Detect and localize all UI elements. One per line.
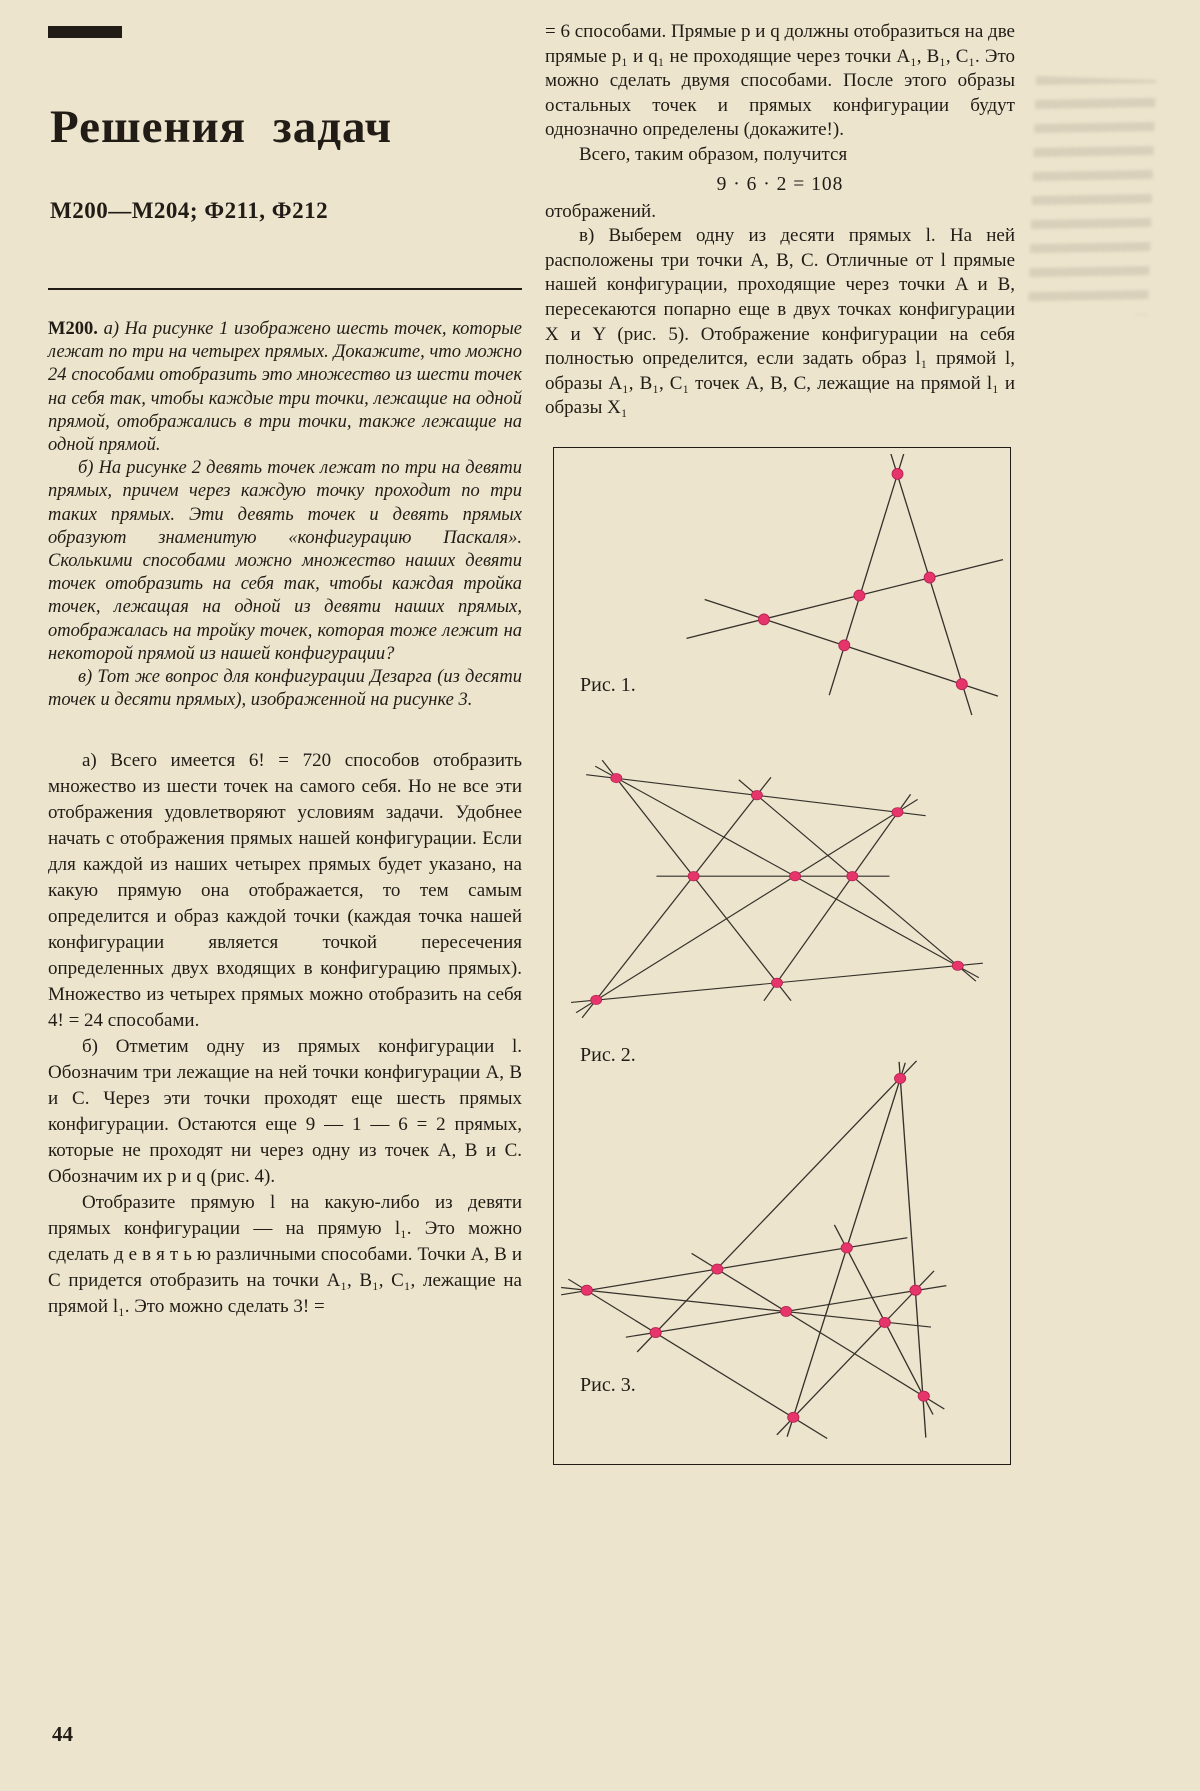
problem-statement-c: в) Тот же вопрос для конфигурации Дезарга (из десяти точек и десяти прямых), изображенной на рисунке 3.	[48, 667, 522, 711]
figures-box	[553, 447, 1011, 1465]
config-point	[688, 871, 699, 880]
config-point	[847, 871, 858, 880]
config-point	[650, 1327, 661, 1337]
config-point	[894, 1073, 905, 1083]
solution-paragraph-a: а) Всего имеется 6! = 720 способов отобразить множество из шести точек на самого себя. Но не все эти отображения удовлетворяют условиям задачи. Удобнее начать с отображения прямых нашей конфигурации. Если для каждой из наших четырех прямых будет указано, на какую прямую она отображается, то тем самым определится и образ каждой точки (каждая точка нашей конфигурации является точкой пересечения определенных двух входящих в конфигурацию прямых). Множество из четырех прямых можно отобразить на себя 4! = 24 способами.	[48, 750, 522, 1032]
section-marker-bar	[48, 26, 122, 38]
config-point	[879, 1317, 890, 1327]
config-point	[956, 679, 967, 690]
figure-1-points	[758, 468, 967, 689]
solution-paragraph-v: в) Выберем одну из десяти прямых l. На ней расположены три точки A, B, C. Отличные от l прямые нашей конфигурации, проходящие через точки A и B, пересекаются попарно еще в двух точках конфигурации X и Y (рис. 5). Отображение конфигурации на себя полностью определится, если задать образ l₁ прямой l, образы A₁, B₁, C₁ точек A, B, C, лежащие на прямой l₁ и образы X₁	[545, 225, 1015, 419]
config-point	[591, 995, 602, 1004]
config-point	[780, 1306, 791, 1316]
solution-paragraph-b: б) Отметим одну из прямых конфигурации l. Обозначим три лежащие на ней точки конфигурации A, B и C. Через эти точки проходят еще шесть прямых конфигурации. Остаются еще 9 — 1 — 6 = 2 прямых, которые не проходят ни через одну из точек A, B и C. Обозначим их p и q (рис. 4).	[48, 1036, 522, 1188]
problem-statement-b: б) На рисунке 2 девять точек лежат по три на девяти прямых, причем через каждую точку проходит по три таких прямых. Эти девять точек и девять прямых образуют знаменитую «конфигурацию Паскаля». Сколькими способами можно множество наших девяти точек отобразить на себя так, чтобы каждая тройка точек, лежащая на одной из девяти наших прямых, отображалась на тройку точек, которая тоже лежит на некоторой прямой из нашей конфигурации?	[48, 458, 522, 664]
page-bleedthrough-artifact	[1028, 76, 1156, 315]
config-point	[892, 807, 903, 816]
solution-continuation: = 6 способами. Прямые p и q должны отобразиться на две прямые p₁ и q₁ не проходящие через точки A₁, B₁, C₁. Это можно сделать двумя способами. После этого образы остальных точек и прямых конфигурации будут однозначно определены (докажите!).	[545, 21, 1015, 141]
product-formula: 9 · 6 · 2 = 108	[716, 173, 844, 195]
config-point	[854, 590, 865, 601]
problem-number: М200.	[48, 319, 98, 339]
config-point	[918, 1391, 929, 1401]
config-point	[771, 978, 782, 987]
figure-2-caption: Рис. 2.	[580, 1043, 636, 1066]
config-point	[712, 1264, 723, 1274]
problem-range-subtitle: М200—М204; Ф211, Ф212	[50, 198, 329, 223]
horizontal-rule	[48, 288, 522, 290]
left-column	[48, 26, 522, 1320]
right-column	[545, 20, 1015, 1465]
solution-result-word: отображений.	[545, 200, 656, 222]
config-point	[751, 790, 762, 799]
figure-3-caption: Рис. 3.	[580, 1373, 636, 1396]
problem-statement-a	[48, 318, 522, 457]
config-point	[841, 1243, 852, 1253]
config-point	[788, 1412, 799, 1422]
config-point	[952, 961, 963, 970]
figure-3-points	[581, 1073, 929, 1422]
page-title: Решения задач	[50, 101, 393, 153]
figure-1-caption: Рис. 1.	[580, 673, 636, 696]
config-point	[611, 773, 622, 782]
config-point	[581, 1285, 592, 1295]
solution-total-line: Всего, таким образом, получится	[579, 143, 848, 165]
config-point	[910, 1285, 921, 1295]
figure-1-lines	[687, 454, 1003, 715]
config-point	[892, 468, 903, 479]
config-point	[758, 614, 769, 625]
config-point	[790, 871, 801, 880]
config-point	[924, 572, 935, 583]
figure-2-drawing	[556, 744, 1008, 1034]
problem-part-a-text: а) На рисунке 1 изображено шесть точек, которые лежат по три на четырех прямых. Докажите, что можно 24 способами отобразить это множество из шести точек на себя так, чтобы каждые три точки, лежащие на одной прямой, отображались в три точки, также лежащие на одной прямой.	[48, 319, 522, 456]
page-number: 44	[52, 1722, 73, 1746]
config-point	[839, 640, 850, 651]
solution-paragraph-b-continued: Отобразите прямую l на какую-либо из девяти прямых конфигурации — на прямую l₁. Это можно сделать д е в я т ь ю различными способами. Точки A, B и C придется отобразить на точки A₁, B₁, C₁, лежащие на прямой l₁. Это можно сделать 3! =	[48, 1192, 522, 1318]
